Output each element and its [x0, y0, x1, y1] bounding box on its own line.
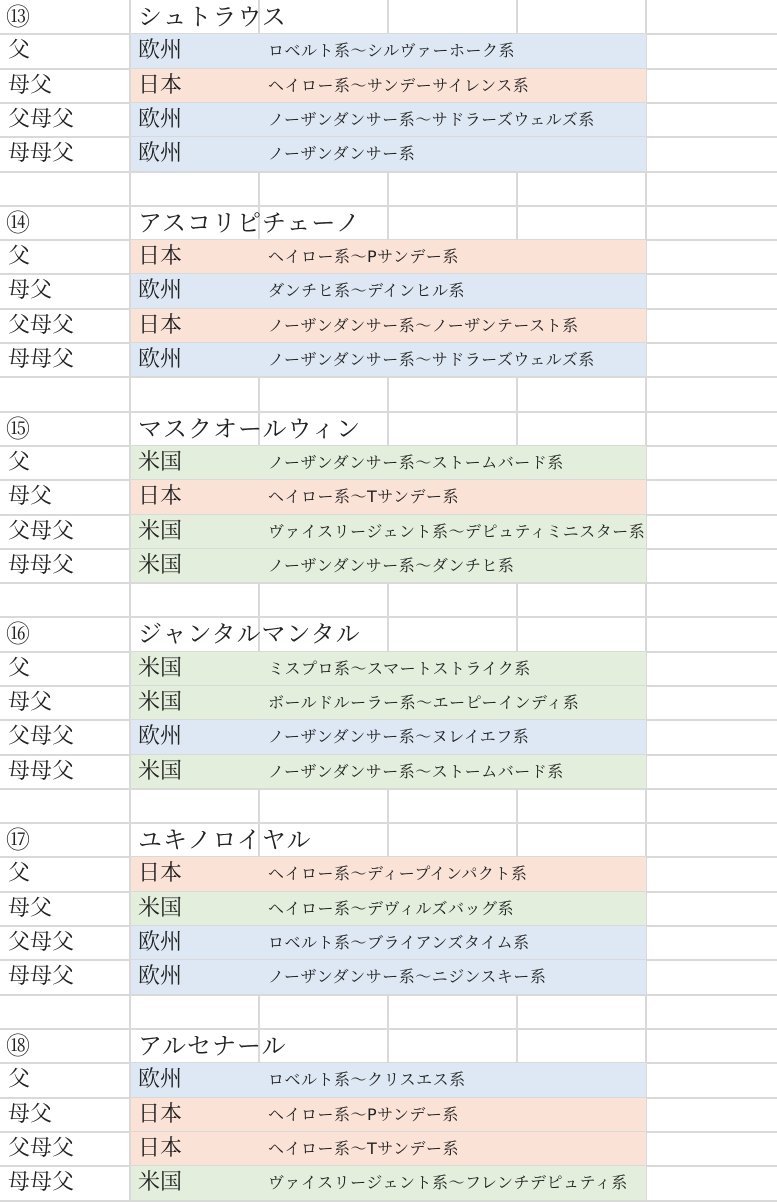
pedigree-row	[0, 103, 777, 137]
pedigree-position-label: 母父	[8, 896, 53, 921]
pedigree-row	[0, 652, 777, 686]
pedigree-position-label: 母母父	[8, 347, 75, 372]
sire-line-text: ヘイロー系～Pサンデー系	[268, 247, 459, 266]
pedigree-position-label: 父	[8, 244, 31, 269]
blank-row	[0, 995, 777, 1029]
pedigree-position-label: 父母父	[8, 519, 75, 544]
pedigree-row	[0, 857, 777, 891]
horse-number: ⑭	[6, 209, 30, 237]
pedigree-row	[0, 1166, 777, 1200]
sire-line-text: ノーザンダンサー系～ストームバード系	[268, 762, 564, 781]
pedigree-position-label: 父母父	[8, 930, 75, 955]
pedigree-row	[0, 446, 777, 480]
horse-number: ⑰	[6, 826, 30, 854]
sire-line-text: ロベルト系～クリスエス系	[268, 1070, 466, 1089]
horse-title-row	[0, 206, 777, 240]
sire-line-text: ヘイロー系～Tサンデー系	[268, 487, 459, 506]
sire-line-text: ヘイロー系～サンデーサイレンス系	[268, 76, 530, 95]
region-label: 欧州	[138, 38, 183, 63]
horse-name: マスクオールウィン	[138, 415, 362, 443]
region-label: 米国	[138, 519, 183, 544]
region-label: 米国	[138, 896, 183, 921]
pedigree-row	[0, 755, 777, 789]
pedigree-position-label: 父母父	[8, 724, 75, 749]
pedigree-row	[0, 137, 777, 171]
pedigree-position-label: 母母父	[8, 759, 75, 784]
pedigree-position-label: 母母父	[8, 1170, 75, 1195]
pedigree-row	[0, 892, 777, 926]
region-label: 米国	[138, 656, 183, 681]
sire-line-text: ロベルト系～ブライアンズタイム系	[268, 933, 530, 952]
horse-name: ジャンタルマンタル	[138, 620, 361, 648]
sire-line-text: ノーザンダンサー系～ストームバード系	[268, 453, 564, 472]
pedigree-position-label: 父	[8, 1067, 31, 1092]
horse-number: ⑱	[6, 1032, 30, 1060]
region-label: 日本	[138, 1102, 183, 1127]
pedigree-row	[0, 720, 777, 754]
horse-number: ⑬	[6, 3, 30, 31]
horse-title-row	[0, 1029, 777, 1063]
sire-line-text: ノーザンダンサー系	[268, 144, 416, 163]
region-label: 欧州	[138, 1067, 183, 1092]
pedigree-row	[0, 274, 777, 308]
region-label: 米国	[138, 759, 183, 784]
pedigree-row	[0, 480, 777, 514]
pedigree-position-label: 父母父	[8, 313, 75, 338]
horse-name: シュトラウス	[138, 3, 287, 31]
horse-name: アルセナール	[138, 1032, 287, 1060]
sire-line-text: ヘイロー系～ディープインパクト系	[268, 864, 528, 883]
pedigree-row	[0, 343, 777, 377]
pedigree-position-label: 父	[8, 450, 31, 475]
sire-line-text: ダンチヒ系～デインヒル系	[268, 281, 466, 300]
pedigree-row	[0, 309, 777, 343]
pedigree-row	[0, 1098, 777, 1132]
pedigree-row	[0, 1063, 777, 1097]
blank-row	[0, 172, 777, 206]
pedigree-position-label: 父	[8, 38, 31, 63]
pedigree-row	[0, 240, 777, 274]
pedigree-row	[0, 1132, 777, 1166]
pedigree-position-label: 母母父	[8, 964, 75, 989]
sire-line-text: ヘイロー系～Tサンデー系	[268, 1139, 459, 1158]
sire-line-text: ヘイロー系～デヴィルズバッグ系	[268, 899, 515, 918]
horse-title-row	[0, 823, 777, 857]
region-label: 日本	[138, 73, 183, 98]
pedigree-position-label: 母父	[8, 690, 53, 715]
sire-line-text: ボールドルーラー系～エーピーインディ系	[268, 693, 580, 712]
region-label: 日本	[138, 861, 183, 886]
region-label: 欧州	[138, 347, 183, 372]
region-label: 日本	[138, 484, 183, 509]
pedigree-position-label: 母母父	[8, 141, 75, 166]
pedigree-row	[0, 686, 777, 720]
region-label: 欧州	[138, 141, 183, 166]
horse-number: ⑮	[6, 415, 30, 443]
blank-row	[0, 377, 777, 411]
pedigree-position-label: 父母父	[8, 1136, 75, 1161]
sire-line-text: ノーザンダンサー系～ニジンスキー系	[268, 967, 547, 986]
region-label: 日本	[138, 1136, 183, 1161]
region-label: 日本	[138, 244, 183, 269]
sire-line-text: ノーザンダンサー系～ノーザンテースト系	[268, 316, 579, 335]
sire-line-text: ヴァイスリージェント系～デピュティミニスター系	[268, 522, 646, 541]
pedigree-row	[0, 34, 777, 68]
region-label: 米国	[138, 1170, 183, 1195]
pedigree-position-label: 母父	[8, 484, 53, 509]
horse-title-row	[0, 412, 777, 446]
sire-line-text: ノーザンダンサー系～サドラーズウェルズ系	[268, 350, 595, 369]
region-label: 米国	[138, 553, 183, 578]
sire-line-text: ノーザンダンサー系～サドラーズウェルズ系	[268, 110, 595, 129]
pedigree-position-label: 母父	[8, 73, 53, 98]
pedigree-row	[0, 515, 777, 549]
pedigree-row	[0, 926, 777, 960]
sire-line-text: ヘイロー系～Pサンデー系	[268, 1105, 459, 1124]
region-label: 欧州	[138, 964, 183, 989]
pedigree-position-label: 父母父	[8, 107, 75, 132]
region-label: 米国	[138, 450, 183, 475]
region-label: 米国	[138, 690, 183, 715]
pedigree-row	[0, 960, 777, 994]
horse-name: アスコリピチェーノ	[138, 209, 361, 237]
pedigree-position-label: 母母父	[8, 553, 75, 578]
blank-row	[0, 583, 777, 617]
sire-line-text: ヴァイスリージェント系～フレンチデピュティ系	[268, 1173, 628, 1192]
horse-number: ⑯	[6, 620, 30, 648]
horse-name: ユキノロイヤル	[138, 826, 312, 854]
horse-title-row	[0, 617, 777, 651]
region-label: 欧州	[138, 930, 183, 955]
sire-line-text: ロベルト系～シルヴァーホーク系	[268, 41, 515, 60]
sire-line-text: ミスプロ系～スマートストライク系	[268, 659, 531, 678]
region-label: 欧州	[138, 107, 183, 132]
pedigree-position-label: 母父	[8, 278, 53, 303]
region-label: 欧州	[138, 278, 183, 303]
region-label: 日本	[138, 313, 183, 338]
horse-title-row	[0, 0, 777, 34]
pedigree-position-label: 父	[8, 861, 31, 886]
sire-line-text: ノーザンダンサー系～ダンチヒ系	[268, 556, 515, 575]
sire-line-text: ノーザンダンサー系～ヌレイエフ系	[268, 727, 530, 746]
pedigree-position-label: 父	[8, 656, 31, 681]
pedigree-row	[0, 549, 777, 583]
region-label: 欧州	[138, 724, 183, 749]
blank-row	[0, 789, 777, 823]
pedigree-position-label: 母父	[8, 1102, 53, 1127]
pedigree-row	[0, 69, 777, 103]
